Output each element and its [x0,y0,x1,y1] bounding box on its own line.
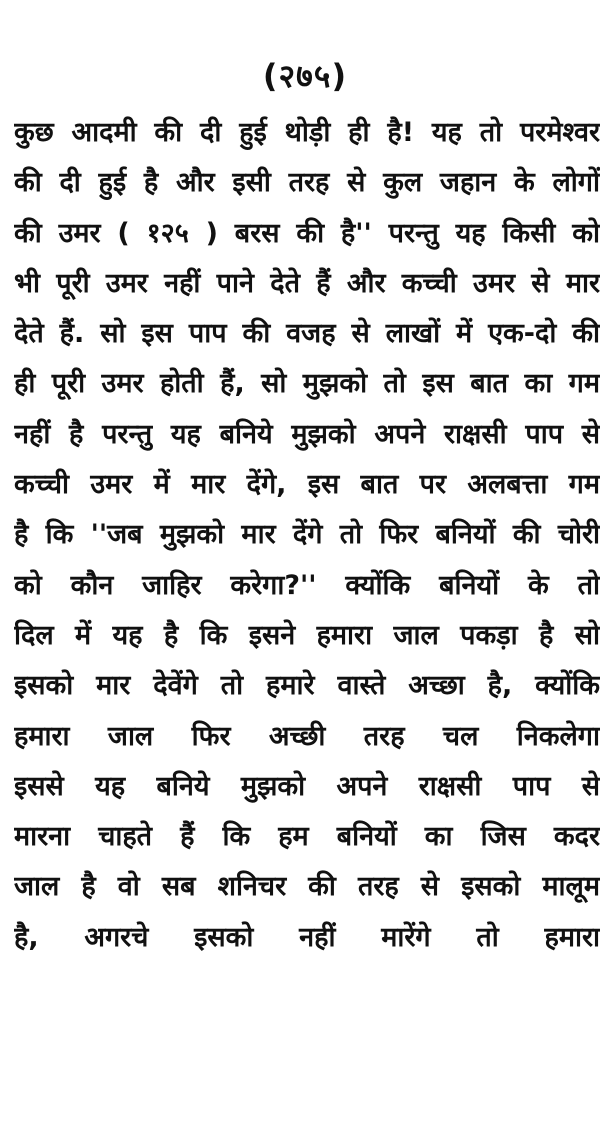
text-line: जाल है वो सब शनिचर की तरह से इसको मालूम [14,871,600,903]
text-line: कुछ आदमी की दी हुई थोड़ी ही है! यह तो परमेश्वर [14,117,600,148]
text-line: है कि ''जब मुझको मार देंगे तो फिर बनियों की चोरी [14,519,600,551]
text-line: नहीं है परन्तु यह बनिये मुझको अपने राक्षसी पाप से [14,418,600,450]
text-line: कच्ची उमर में मार देंगे, इस बात पर अलबत्ता गम [14,469,600,501]
text-line: की उमर ( १२५ ) बरस की है'' परन्तु यह किसी को [14,217,600,249]
text-line: इसको मार देवेंगे तो हमारे वास्ते अच्छा है, क्योंकि [14,670,600,702]
text-line: दिल में यह है कि इसने हमारा जाल पकड़ा है सो [14,619,600,651]
text-line: देते हैं. सो इस पाप की वजह से लाखों में एक-दो की [14,318,600,350]
page-number: (२७५) [262,57,348,95]
body-text [14,108,600,963]
text-line: इससे यह बनिये मुझको अपने राक्षसी पाप से [14,770,600,802]
text-line: हमारा जाल फिर अच्छी तरह चल निकलेगा [14,720,600,752]
text-line: की दी हुई है और इसी तरह से कुल जहान के लोगों [14,167,600,199]
text-line: मारना चाहते हैं कि हम बनियों का जिस कदर [14,821,600,853]
text-line: ही पूरी उमर होती हैं, सो मुझको तो इस बात का गम [14,368,600,400]
text-line: को कौन जाहिर करेगा?'' क्योंकि बनियों के तो [14,569,600,601]
text-line: भी पूरी उमर नहीं पाने देते हैं और कच्ची उमर से मार [14,267,600,299]
text-line: है, अगरचे इसको नहीं मारेंगे तो हमारा [14,921,600,953]
